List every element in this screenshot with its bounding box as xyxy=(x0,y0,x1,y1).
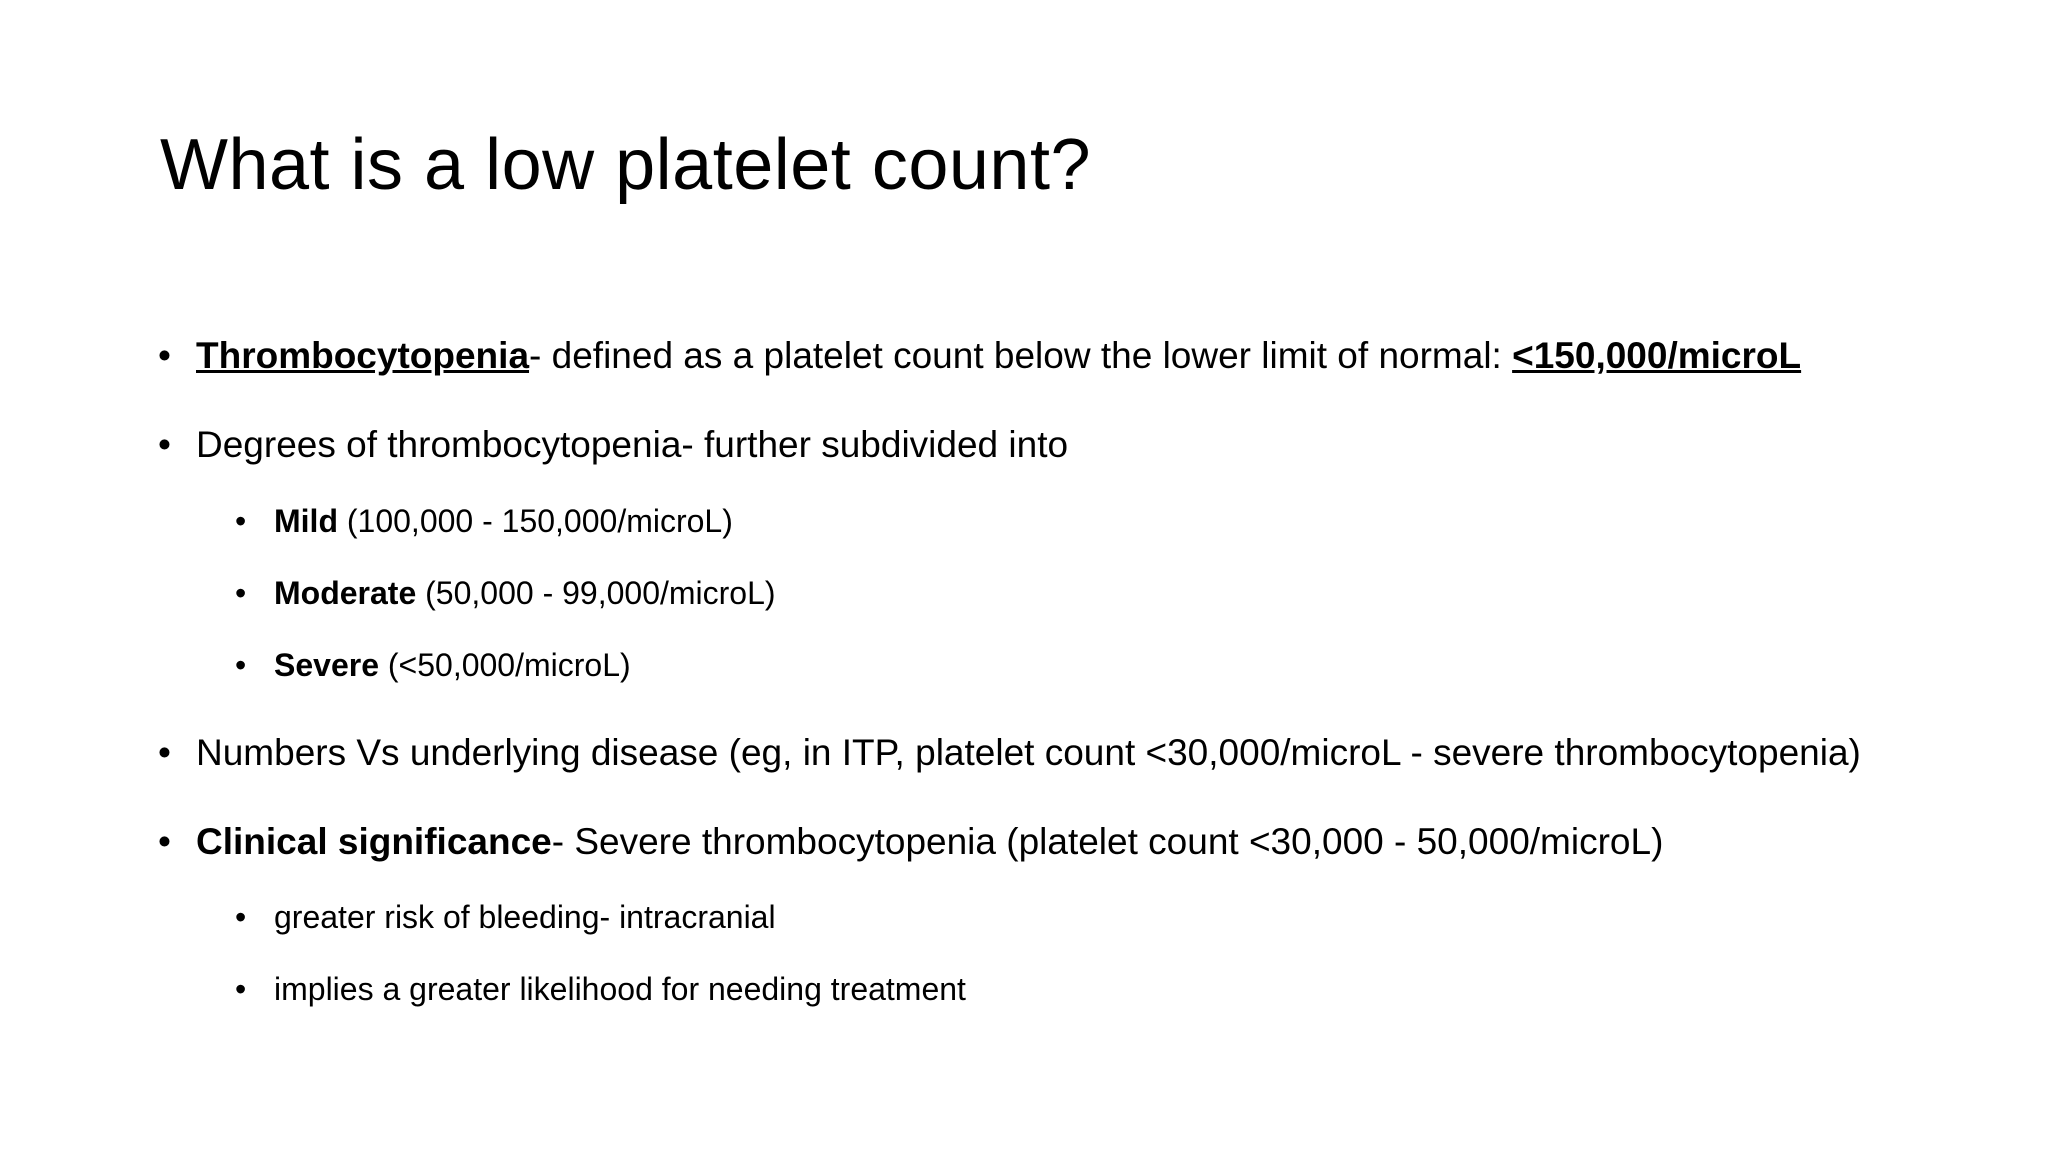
threshold-value: <150,000/microL xyxy=(1512,335,1802,376)
definition-text: - defined as a platelet count below the lower limit of normal: xyxy=(529,335,1513,376)
range-text: (100,000 - 150,000/microL) xyxy=(337,503,733,539)
bullet-text xyxy=(274,574,776,612)
bullet-dot: • xyxy=(235,971,247,1007)
term-severe: Severe xyxy=(274,647,379,683)
bullet-dot: • xyxy=(235,575,247,611)
bullet-text: implies a greater likelihood for needing treatment xyxy=(274,971,966,1007)
bullet-dot: • xyxy=(235,899,247,935)
term-thrombocytopenia: Thrombocytopenia xyxy=(196,335,530,376)
range-text: (50,000 - 99,000/microL) xyxy=(416,575,776,611)
significance-text: - Severe thrombocytopenia (platelet count <30,000 - 50,000/microL) xyxy=(551,821,1664,862)
range-text: (<50,000/microL) xyxy=(378,647,631,683)
bullet-dot: • xyxy=(158,732,171,773)
term-clinical-significance: Clinical significance xyxy=(196,821,552,862)
term-mild: Mild xyxy=(274,503,338,539)
bullet-text xyxy=(196,820,1663,864)
bullet-text xyxy=(274,502,733,540)
bullet-text xyxy=(274,646,631,684)
bullet-dot: • xyxy=(158,424,171,465)
slide-title: What is a low platelet count? xyxy=(160,125,1091,205)
bullet-dot: • xyxy=(158,821,171,862)
term-moderate: Moderate xyxy=(274,575,417,611)
bullet-text: greater risk of bleeding- intracranial xyxy=(274,899,776,935)
bullet-dot: • xyxy=(235,503,247,539)
bullet-text: Degrees of thrombocytopenia- further subdivided into xyxy=(196,424,1069,465)
bullet-text: Numbers Vs underlying disease (eg, in ITP, platelet count <30,000/microL - severe thrombocytopenia) xyxy=(196,732,1861,773)
bullet-text xyxy=(196,334,1801,378)
bullet-dot: • xyxy=(158,335,171,376)
bullet-dot: • xyxy=(235,647,247,683)
